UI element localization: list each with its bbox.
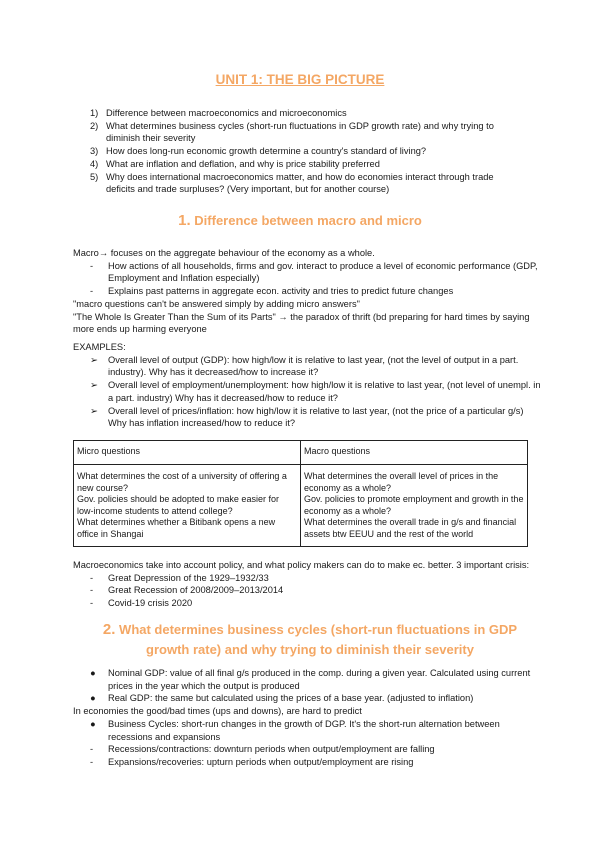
list-marker: 1) — [90, 108, 99, 118]
dash-item: - Explains past patterns in aggregate econ. activity and tries to predict future changes — [90, 286, 454, 297]
arrow-bullet-icon: ➢ — [90, 405, 98, 416]
micro-macro-table — [73, 440, 528, 547]
outline-item — [73, 158, 513, 171]
item-text: Business Cycles: short-run changes in the growth of DGP. It's the short-run alternation between recessions and expansions — [108, 718, 500, 742]
dash-item: - Great Depression of the 1929–1932/33 — [90, 572, 269, 583]
cell-line: What determines the overall level of prices in the economy as a whole? — [304, 471, 499, 493]
outline-text: Difference between macroeconomics and microeconomics — [106, 108, 347, 118]
arrow-item — [73, 379, 543, 404]
section-heading-text: What determines business cycles (short-run fluctuations in GDP growth rate) and why trying to diminish their severity — [119, 622, 518, 657]
outline-text: What determines business cycles (short-run fluctuations in GDP growth rate) and why trying to diminish their severity — [106, 120, 494, 144]
section-number: 2. — [102, 621, 116, 638]
item-text: Overall level of employment/unemployment: how high/low it is relative to last year, (not level of unempl. in a part. industry) Why has it decreased/how to reduce it? — [108, 380, 541, 403]
dash-item: - How actions of all households, firms and gov. interact to produce a level of economic performance (GDP, Employment and Inflation especially) — [90, 260, 538, 284]
bullet-item: ● Nominal GDP: value of all final g/s produced in the comp. during a given year. Calculated using current prices in the year which the output is produced — [90, 668, 531, 691]
document-title: UNIT 1: THE BIG PICTURE — [215, 72, 385, 87]
dash-item: - Great Recession of 2008/2009–2013/2014 — [90, 585, 284, 596]
outline-item — [73, 120, 513, 145]
arrow-item — [73, 405, 543, 430]
examples-label: EXAMPLES: — [73, 342, 126, 352]
list-marker: 5) — [90, 171, 99, 182]
examples — [73, 341, 543, 430]
item-text: How actions of all households, firms and gov. interact to produce a level of economic performance (GDP, Employment and Inflation especially) — [108, 260, 538, 284]
item-text: Overall level of prices/inflation: how high/low it is relative to last year, (not the price of a particular g/s) Why has inflation increased/how to reduce it? — [108, 405, 524, 429]
item-text: Explains past patterns in aggregate econ. activity and tries to predict future changes — [108, 286, 454, 297]
item-text: Great Depression of the 1929–1932/33 — [108, 572, 269, 583]
section-2-heading — [85, 620, 535, 660]
cell-line: Gov. policies to promote employment and growth in the economy as a whole? — [304, 494, 524, 516]
outline-text: How does long-run economic growth determine a country's standard of living? — [106, 146, 427, 157]
quote: "macro questions can't be answered simply by adding micro answers" — [73, 298, 360, 309]
item-text: Covid-19 crisis 2020 — [108, 598, 193, 609]
outline-item — [73, 145, 513, 158]
paragraph: Macroeconomics take into account policy, and what policy makers can do to make ec. better. 3 important crisis: — [73, 560, 530, 570]
dash-item: - Recessions/contractions: downturn periods when output/employment are falling — [90, 744, 435, 755]
list-marker: 2) — [90, 120, 99, 131]
item-text: Overall level of output (GDP): how high/low it is relative to last year, (not the level of output in a part. industry). Why has it decreased/how to increase it? — [108, 354, 519, 378]
policy-section — [73, 559, 553, 610]
outline-item — [73, 171, 513, 196]
macro-cell — [301, 465, 528, 547]
item-text: Expansions/recoveries: upturn periods when output/employment are rising — [108, 756, 414, 767]
paragraph: In economies the good/bad times (ups and downs), are hard to predict — [73, 706, 362, 717]
table-header: Macro questions — [301, 441, 528, 465]
item-text: Great Recession of 2008/2009–2013/2014 — [108, 585, 284, 596]
item-text: Recessions/contractions: downturn periods when output/employment are falling — [108, 744, 435, 755]
macro-definition — [73, 247, 543, 336]
cell-line: What determines whether a Bitibank opens a new office in Shangai — [77, 517, 276, 539]
arrow-item — [73, 354, 543, 379]
section-heading-text: Difference between macro and micro — [194, 213, 422, 228]
outline-text: Why does international macroeconomics matter, and how do economies interact through trade deficits and trade surpluses? (Very important, but for another course) — [106, 171, 494, 195]
quote: "The Whole Is Greater Than the Sum of its Parts" → the paradox of thrift (bd preparing for hard times by saying more ends up harming everyone — [73, 311, 530, 335]
bullet-item: ● Real GDP: the same but calculated using the prices of a base year. (adjusted to inflation) — [90, 693, 474, 704]
dash-item: - Covid-19 crisis 2020 — [90, 598, 193, 609]
paragraph: Macro→ focuses on the aggregate behaviour of the economy as a whole. — [73, 248, 375, 258]
dash-item: - Expansions/recoveries: upturn periods when output/employment are rising — [90, 756, 414, 767]
item-text: Nominal GDP: value of all final g/s produced in the comp. during a given year. Calculated using current prices in the year which the output is produced — [108, 668, 531, 691]
micro-cell — [74, 465, 301, 547]
section-1-heading — [60, 211, 540, 231]
table-header: Micro questions — [74, 441, 301, 465]
cell-line: Gov. policies should be adopted to make easier for low-income students to attend college? — [77, 494, 279, 516]
outline-text: What are inflation and deflation, and why is price stability preferred — [106, 158, 380, 169]
item-text: Real GDP: the same but calculated using the prices of a base year. (adjusted to inflation) — [108, 693, 474, 704]
unit-outline — [73, 107, 513, 196]
cell-line: What determines the cost of a university of offering a new course? — [77, 471, 287, 493]
list-marker: 3) — [90, 146, 99, 157]
business-cycles-notes — [73, 667, 543, 769]
bullet-item: ● Business Cycles: short-run changes in the growth of DGP. It's the short-run alternation between recessions and expansions — [90, 718, 500, 742]
outline-item — [73, 107, 513, 120]
section-number: 1. — [178, 212, 191, 229]
arrow-bullet-icon: ➢ — [90, 380, 98, 391]
cell-line: What determines the overall trade in g/s and financial assets btw EEUU and the rest of the world — [304, 517, 517, 539]
arrow-bullet-icon: ➢ — [90, 354, 98, 365]
list-marker: 4) — [90, 158, 99, 169]
